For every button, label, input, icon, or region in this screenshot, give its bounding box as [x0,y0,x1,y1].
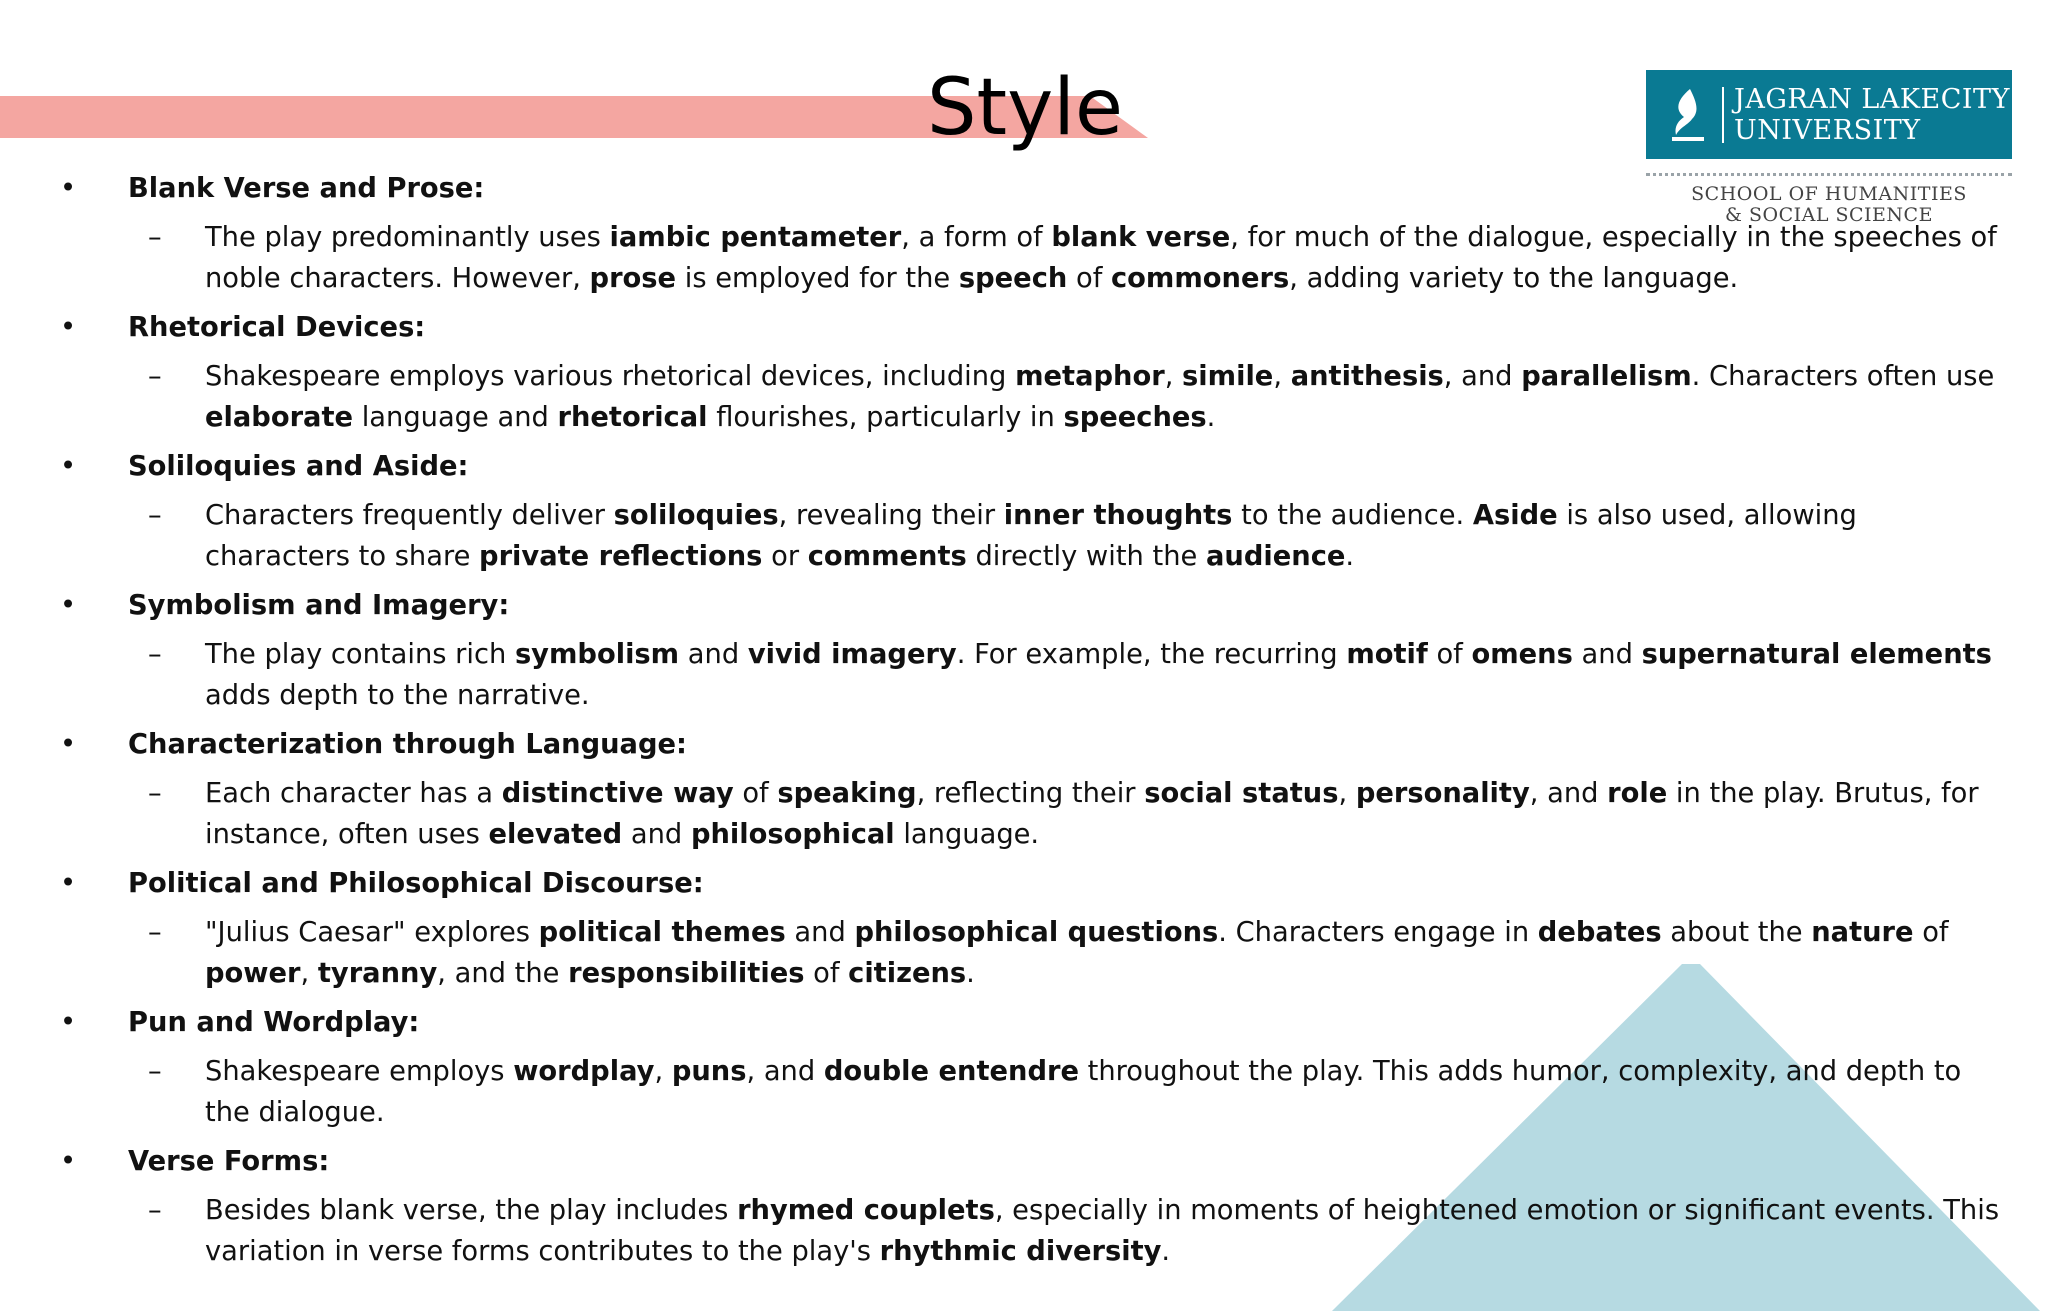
bold-term: Aside [1472,500,1558,531]
bold-term: speeches [1063,402,1207,433]
text-run: Shakespeare employs various rhetorical devices, including [205,361,1016,392]
dash-icon: – [148,1056,162,1087]
text-run: , [1164,361,1183,392]
logo-name-line2: UNIVERSITY [1734,114,1921,146]
bold-term: simile [1182,361,1274,392]
text-run: , adding variety to the language. [1289,263,1739,294]
text-run: Besides blank verse, the play includes [205,1195,738,1226]
dash-icon: – [148,778,162,809]
text-run: throughout the play. This adds humor, complexity, and depth to the dialogue. [205,1056,1962,1128]
bullet-dot-icon: • [60,1146,77,1177]
dash-icon: – [148,361,162,392]
flame-icon [1664,85,1712,145]
bold-term: philosophical [690,819,895,850]
bold-term: social status [1144,778,1339,809]
bold-term: symbolism [514,639,680,670]
bold-term: power [205,958,301,989]
sub-point [60,773,2000,855]
bullet-heading [60,585,2000,626]
bold-term: metaphor [1015,361,1165,392]
bold-term: omens [1471,639,1573,670]
bold-term: double entendre [823,1056,1079,1087]
text-run: , and [1443,361,1522,392]
bold-term: puns [671,1056,747,1087]
dash-icon: – [148,1195,162,1226]
text-run: , and [1529,778,1608,809]
bold-term: responsibilities [568,958,805,989]
bullet-dot-icon: • [60,729,77,760]
text-run: . Characters often use [1691,361,1995,392]
bold-term: distinctive way [501,778,734,809]
logo-name-line1: JAGRAN LAKECITY [1734,83,2010,115]
bold-term: personality [1355,778,1530,809]
bullet-heading [60,1141,2000,1182]
bold-term: parallelism [1521,361,1692,392]
text-run: flourishes, particularly in [707,402,1064,433]
sub-point [60,634,2000,716]
text-run: is also used, allowing characters to share [205,500,1857,572]
bullet-heading [60,307,2000,348]
bold-term: inner thoughts [1003,500,1233,531]
text-run: adds depth to the narrative. [205,680,590,711]
text-run: to the audience. [1232,500,1473,531]
bold-term: philosophical questions [854,917,1219,948]
text-run: and [622,819,691,850]
dash-icon: – [148,222,162,253]
text-run: of [1427,639,1472,670]
text-run: , [1273,361,1291,392]
text-run: language and [353,402,558,433]
logo-separator [1722,87,1724,143]
text-run: is employed for the [676,263,959,294]
text-run: and [1572,639,1642,670]
sub-point [60,1051,2000,1133]
bold-term: soliloquies [613,500,779,531]
bold-term: tyranny [317,958,438,989]
bold-term: private reflections [479,541,763,572]
text-run: The play contains rich [205,639,515,670]
bold-term: debates [1537,917,1662,948]
bold-term: vivid imagery [747,639,957,670]
bullet-heading-text: Characterization through Language: [128,729,687,760]
bullet-heading [60,863,2000,904]
text-run: of [1913,917,1949,948]
bullet-dot-icon: • [60,312,77,343]
logo-name [1734,84,2010,146]
bold-term: blank verse [1051,222,1231,253]
text-run: and [785,917,855,948]
bold-term: antithesis [1290,361,1444,392]
bullet-dot-icon: • [60,1007,77,1038]
text-run: , [1338,778,1356,809]
sub-point [60,912,2000,994]
text-run: of [804,958,849,989]
dash-icon: – [148,917,162,948]
bold-term: rhymed couplets [737,1195,995,1226]
bullet-dot-icon: • [60,451,77,482]
bullet-heading [60,446,2000,487]
text-run: . For example, the recurring [956,639,1347,670]
bold-term: motif [1346,639,1428,670]
bold-term: citizens [848,958,967,989]
text-run: , [654,1056,672,1087]
bullet-list [60,168,2000,1280]
text-run: of [733,778,778,809]
text-run: , reflecting their [916,778,1145,809]
bold-term: iambic pentameter [609,222,902,253]
text-run: , especially in moments of heightened emotion or significant events. This variation in verse forms contributes to the play's [205,1195,2000,1267]
bold-term: audience [1206,541,1346,572]
text-run: and [679,639,748,670]
text-run: about the [1661,917,1812,948]
bullet-heading-text: Verse Forms: [128,1146,330,1177]
bold-term: elaborate [205,402,354,433]
sub-point [60,356,2000,438]
bold-term: comments [807,541,967,572]
text-run: , for much of the dialogue, especially in the speeches of noble characters. However, [205,222,1997,294]
bullet-heading-text: Symbolism and Imagery: [128,590,510,621]
text-run: language. [894,819,1040,850]
text-run: , and [746,1056,824,1087]
bullet-dot-icon: • [60,868,77,899]
text-run: , and the [437,958,569,989]
bullet-heading [60,168,2000,209]
text-run: Shakespeare employs [205,1056,514,1087]
bullet-heading-text: Pun and Wordplay: [128,1007,420,1038]
text-run: directly with the [966,541,1206,572]
bold-term: elevated [488,819,623,850]
text-run: "Julius Caesar" explores [205,917,539,948]
bullet-heading-text: Blank Verse and Prose: [128,173,485,204]
dash-icon: – [148,639,162,670]
text-run: Characters frequently deliver [205,500,614,531]
bold-term: rhythmic diversity [879,1236,1162,1267]
bold-term: speaking [777,778,917,809]
text-run: . Characters engage in [1218,917,1538,948]
bullet-heading [60,724,2000,765]
text-run: in the play. Brutus, for instance, often uses [205,778,1979,850]
text-run: The play predominantly uses [205,222,610,253]
text-run: . [1161,1236,1171,1267]
bullet-dot-icon: • [60,173,77,204]
bullet-heading [60,1002,2000,1043]
bold-term: prose [589,263,677,294]
logo-school-line1: SCHOOL OF HUMANITIES [1691,183,1967,205]
bold-term: political themes [538,917,786,948]
dash-icon: – [148,500,162,531]
logo-school-line2: & SOCIAL SCIENCE [1725,204,1933,226]
bold-term: nature [1811,917,1914,948]
text-run: . [1345,541,1355,572]
text-run: Each character has a [205,778,502,809]
text-run: . [966,958,975,989]
bullet-heading-text: Rhetorical Devices: [128,312,426,343]
text-run: , a form of [901,222,1052,253]
text-run: , [300,958,318,989]
slide-title: Style [927,63,1123,153]
bullet-heading-text: Soliloquies and Aside: [128,451,469,482]
text-run: or [762,541,808,572]
bold-term: commoners [1110,263,1290,294]
sub-point [60,495,2000,577]
bullet-dot-icon: • [60,590,77,621]
bold-term: role [1607,778,1668,809]
bold-term: wordplay [513,1056,655,1087]
text-run: of [1067,263,1111,294]
bold-term: supernatural elements [1641,639,1992,670]
logo-box [1646,70,2012,159]
text-run: . [1206,402,1216,433]
bold-term: speech [958,263,1068,294]
text-run: , revealing their [778,500,1004,531]
sub-point [60,1190,2000,1272]
bold-term: rhetorical [557,402,708,433]
bullet-heading-text: Political and Philosophical Discourse: [128,868,704,899]
sub-point [60,217,2000,299]
